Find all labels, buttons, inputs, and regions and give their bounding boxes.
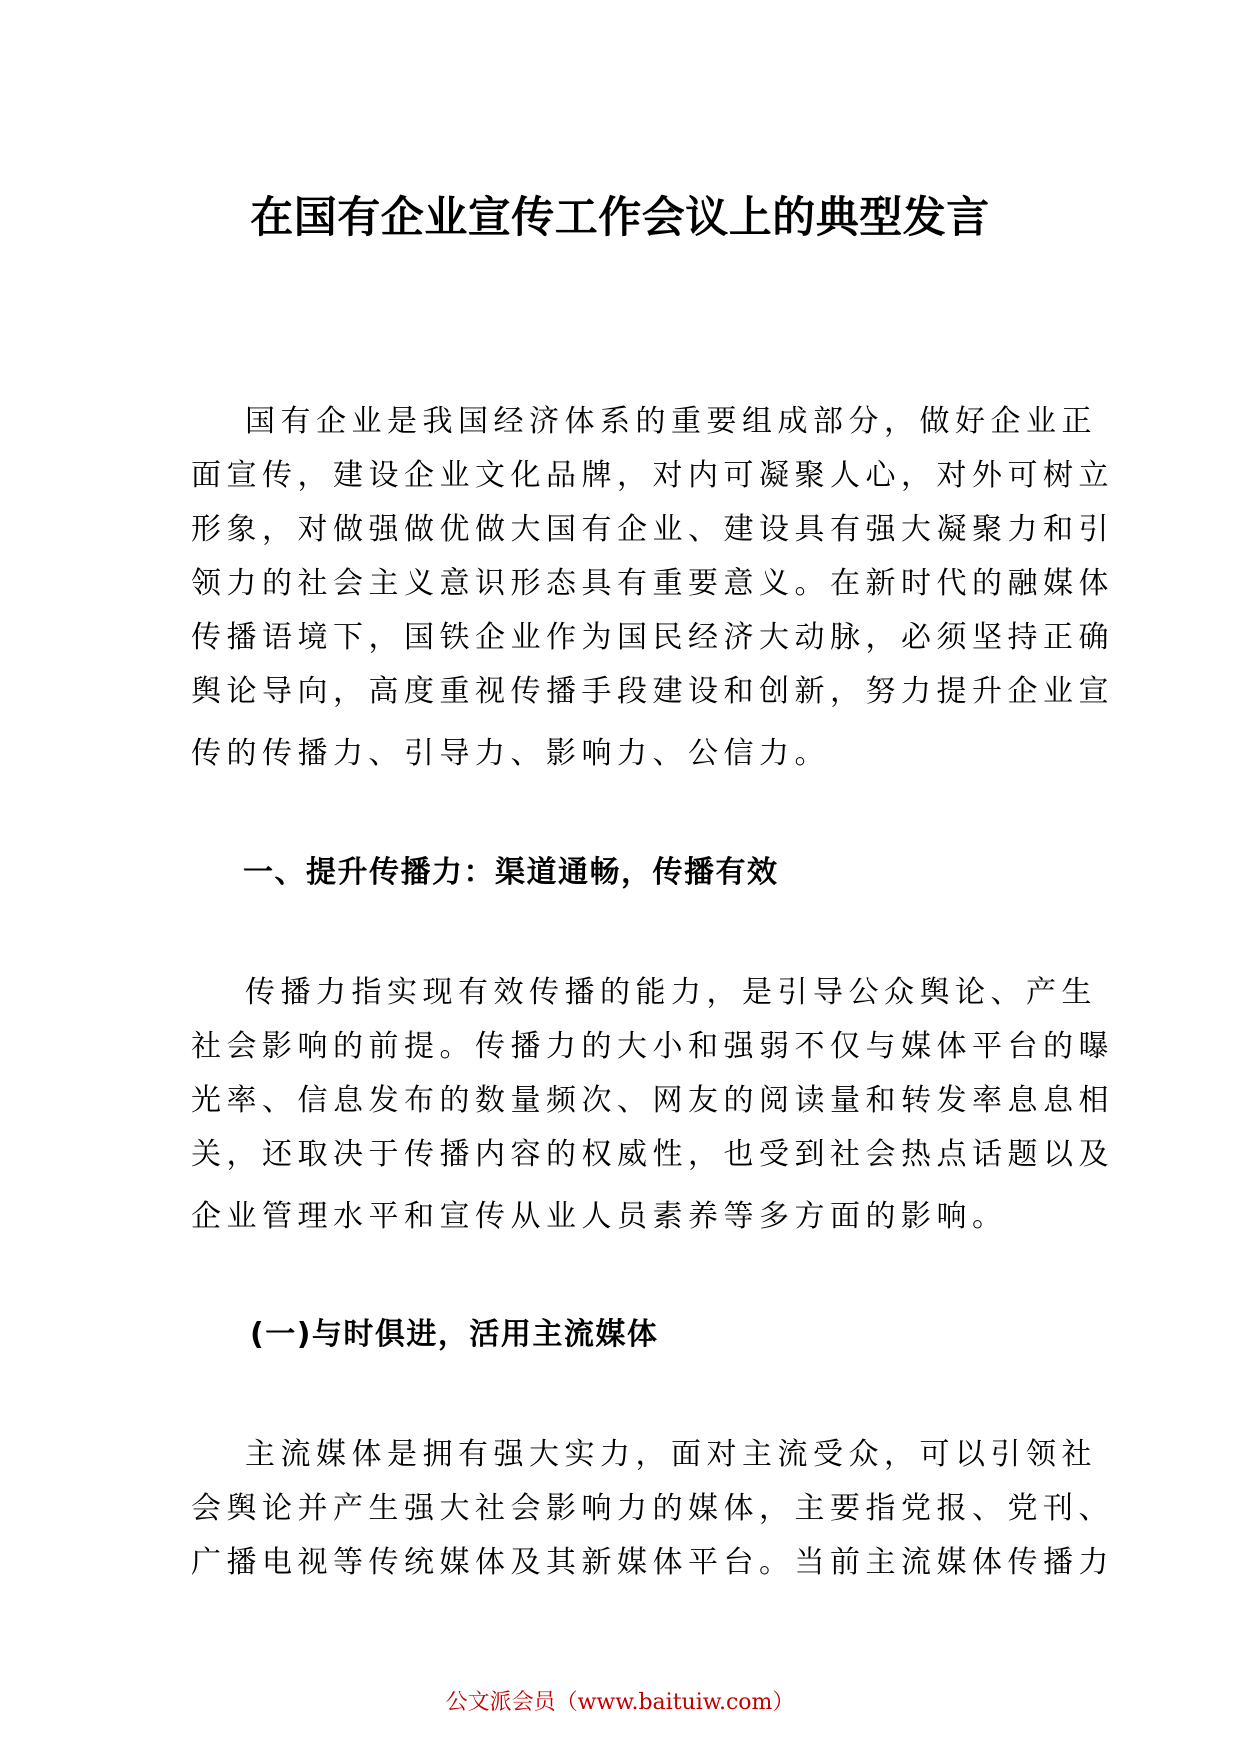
intro-line-3: 形象，对做强做优做大国有企业、建设具有强大凝聚力和引 bbox=[191, 512, 1114, 547]
intro-line-6: 舆论导向，高度重视传播手段建设和创新，努力提升企业宣 bbox=[191, 674, 1114, 709]
section-heading-1: 一、提升传播力：渠道通畅，传播有效 bbox=[243, 855, 779, 890]
subsection1-line-1: 主流媒体是拥有强大实力，面对主流受众，可以引领社 bbox=[245, 1437, 1097, 1472]
section1-line-1: 传播力指实现有效传播的能力，是引导公众舆论、产生 bbox=[245, 975, 1097, 1010]
section1-line-4: 关，还取决于传播内容的权威性，也受到社会热点话题以及 bbox=[191, 1137, 1114, 1172]
intro-line-1: 国有企业是我国经济体系的重要组成部分，做好企业正 bbox=[245, 404, 1097, 439]
subsection1-line-2: 会舆论并产生强大社会影响力的媒体，主要指党报、党刊、 bbox=[191, 1491, 1114, 1526]
intro-line-2: 面宣传，建设企业文化品牌，对内可凝聚人心，对外可树立 bbox=[191, 458, 1114, 493]
section1-line-3: 光率、信息发布的数量频次、网友的阅读量和转发率息息相 bbox=[191, 1083, 1114, 1118]
intro-line-4: 领力的社会主义意识形态具有重要意义。在新时代的融媒体 bbox=[191, 566, 1114, 601]
document-title: 在国有企业宣传工作会议上的典型发言 bbox=[250, 193, 990, 243]
section1-line-5: 企业管理水平和宣传从业人员素养等多方面的影响。 bbox=[191, 1199, 1008, 1234]
section1-line-2: 社会影响的前提。传播力的大小和强弱不仅与媒体平台的曝 bbox=[191, 1029, 1114, 1064]
subsection-heading-1: (一)与时俱进，活用主流媒体 bbox=[250, 1317, 659, 1352]
subsection1-line-3: 广播电视等传统媒体及其新媒体平台。当前主流媒体传播力 bbox=[191, 1545, 1114, 1580]
intro-line-7: 传的传播力、引导力、影响力、公信力。 bbox=[191, 736, 830, 771]
footer-member-link[interactable]: 公文派会员（www.baituiw.com） bbox=[445, 1690, 795, 1715]
intro-line-5: 传播语境下，国铁企业作为国民经济大动脉，必须坚持正确 bbox=[191, 620, 1114, 655]
